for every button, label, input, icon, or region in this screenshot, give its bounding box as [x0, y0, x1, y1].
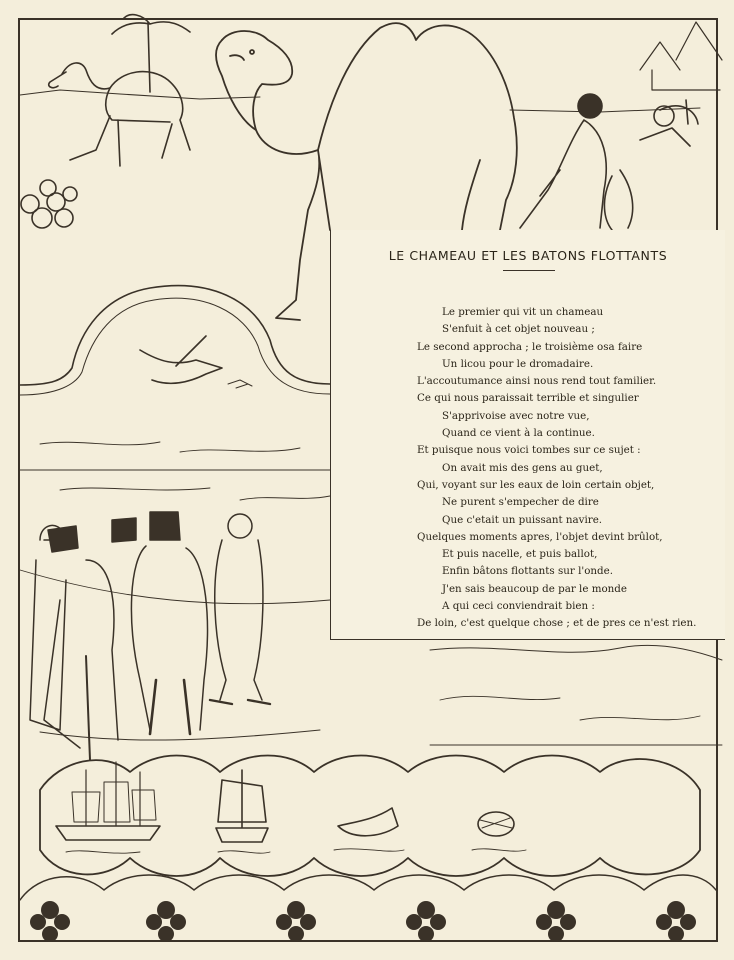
poem-line: S'apprivoise avec notre vue,	[442, 409, 590, 422]
poem-text	[417, 304, 717, 633]
poem-line: Le premier qui vit un chameau	[442, 306, 604, 318]
sailboat-drawing	[216, 770, 268, 842]
poem-line: Enfin bâtons flottants sur l'onde.	[442, 565, 614, 578]
poem-panel	[330, 230, 725, 640]
poem-line: J'en sais beaucoup de par le monde	[442, 582, 627, 595]
poem-line: Quelques moments apres, l'objet devint brûlot,	[417, 530, 663, 543]
poem-line: Et puisque nous voici tombes sur ce sujet :	[417, 444, 641, 457]
ship-drawing	[56, 762, 160, 840]
poem-line: Et puis nacelle, et puis ballot,	[442, 548, 598, 561]
poem-line: Quand ce vient à la continue.	[442, 427, 595, 440]
poem-line: Un licou pour le dromadaire.	[442, 357, 594, 370]
poem-line: De loin, c'est quelque chose ; et de pres ce n'est rien.	[417, 617, 697, 630]
group-of-men-drawing	[30, 512, 270, 760]
poem-line: On avait mis des gens au guet,	[442, 461, 603, 474]
small-boat-drawing	[338, 808, 398, 836]
ornamental-border	[20, 875, 716, 942]
poem-line: Ne purent s'empecher de dire	[442, 496, 599, 509]
title-rule	[503, 270, 555, 271]
poem-line: Que c'etait un puissant navire.	[442, 513, 603, 526]
bird-drawing	[140, 336, 252, 388]
boy-drawing	[520, 94, 633, 230]
small-camel-drawing	[49, 63, 190, 166]
cactus-drawing	[21, 180, 77, 228]
poem-line: Ce qui nous paraissait terrible et singulier	[417, 392, 639, 405]
poem-line: L'accoutumance ainsi nous rend tout familier.	[417, 375, 657, 388]
poem-line: A qui ceci conviendrait bien :	[442, 600, 595, 613]
poem-line: S'enfuit à cet objet nouveau ;	[442, 323, 595, 336]
poem-line: Qui, voyant sur les eaux de loin certain objet,	[417, 478, 655, 491]
evolution-vignettes	[40, 756, 700, 877]
poem-title: LE CHAMEAU ET LES BATONS FLOTTANTS	[388, 248, 668, 263]
bundle-drawing	[478, 812, 514, 836]
poem-line: Le second approcha ; le troisième osa faire	[417, 340, 643, 353]
